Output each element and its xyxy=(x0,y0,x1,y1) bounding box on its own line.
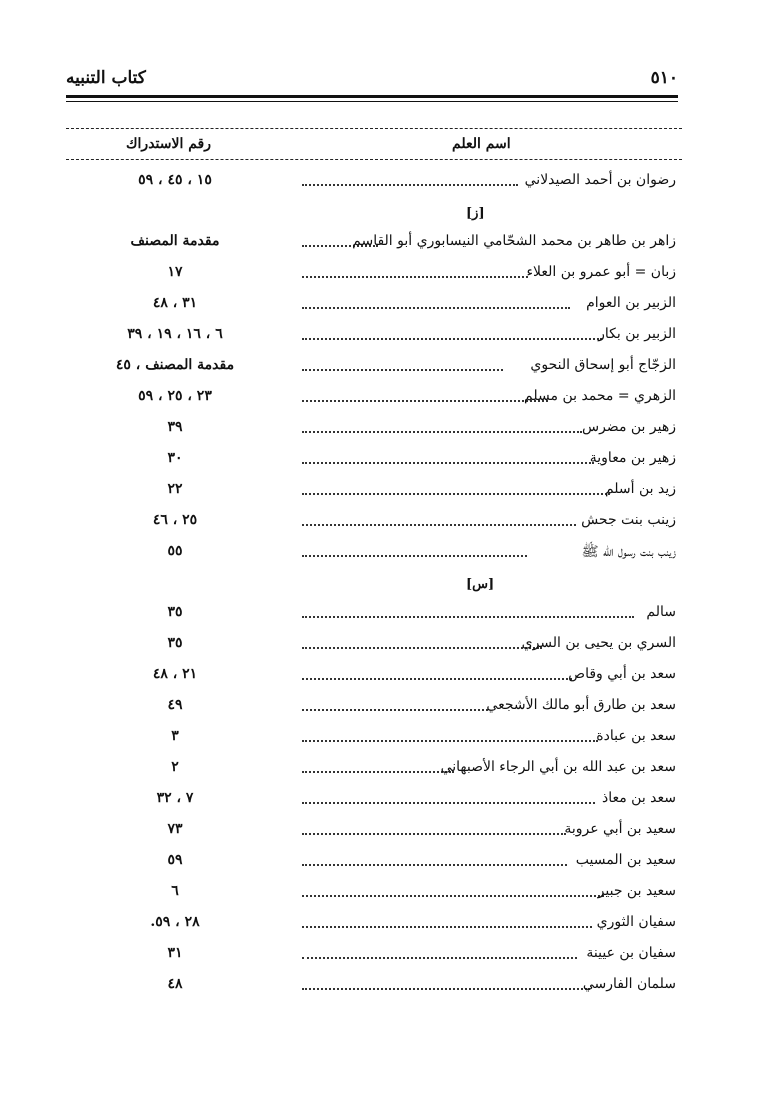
index-entry xyxy=(100,914,676,938)
entry-reference-numbers: مقدمة المصنف ، ٤٥ xyxy=(115,357,235,373)
dot-leader xyxy=(302,400,548,402)
index-entry xyxy=(100,728,676,752)
dot-leader xyxy=(302,524,576,526)
entry-name: الزهري = محمد بن مسلم xyxy=(524,388,676,404)
entry-name: السري بن يحيى بن السري xyxy=(521,635,676,651)
entry-reference-numbers: ٣٥ xyxy=(167,635,183,651)
entry-name: سلمان الفارسي xyxy=(582,976,676,992)
index-entry xyxy=(100,512,676,536)
entry-reference-numbers: ٥٩ xyxy=(167,852,183,868)
dot-leader xyxy=(302,709,488,711)
entry-name: زاهر بن طاهر بن محمد الشحّامي النيسابوري أبو القاسم xyxy=(352,233,676,249)
entry-reference-numbers: ٣١ ، ٤٨ xyxy=(152,295,198,311)
index-entry xyxy=(100,450,676,474)
entry-name: سالم xyxy=(646,604,676,620)
entry-name: سعيد بن أبي عروبة xyxy=(564,821,676,837)
entry-reference-numbers: ١٧ xyxy=(167,264,183,280)
entry-reference-numbers: ٢١ ، ٤٨ xyxy=(152,666,198,682)
dot-leader xyxy=(302,802,595,804)
index-entry xyxy=(100,790,676,814)
entry-name: الزبير بن بكار xyxy=(598,326,676,342)
entry-reference-numbers: ٦ ، ١٦ ، ١٩ ، ٣٩ xyxy=(127,326,223,342)
page-number: ٥١٠ xyxy=(650,68,678,88)
index-entry xyxy=(100,852,676,876)
index-entry xyxy=(100,945,676,969)
entry-reference-numbers: ٤٩ xyxy=(167,697,183,713)
index-entry xyxy=(100,481,676,505)
dot-leader xyxy=(302,895,604,897)
entry-reference-numbers: ٣١ xyxy=(167,945,183,961)
entry-name: الزبير بن العوام xyxy=(586,295,676,311)
entry-name: زينب بنت جحش xyxy=(581,512,676,528)
entry-reference-numbers: ٢٣ ، ٢٥ ، ٥٩ xyxy=(138,388,212,404)
section-letter: [س] xyxy=(466,577,495,592)
dot-leader xyxy=(302,184,518,186)
entry-reference-numbers: ٣٠ xyxy=(167,450,183,466)
dot-leader xyxy=(302,338,602,340)
entry-name: الزجّاج أبو إسحاق النحوي xyxy=(530,357,676,373)
entry-name: سفيان الثوري xyxy=(596,914,676,930)
entry-name: سعيد بن جبير xyxy=(597,883,676,899)
dot-leader xyxy=(302,307,570,309)
dot-leader xyxy=(302,771,454,773)
entry-name: سعد بن عبادة xyxy=(596,728,676,744)
dot-leader xyxy=(302,957,577,959)
entry-reference-numbers: ٢٥ ، ٤٦ xyxy=(152,512,198,528)
entry-reference-numbers: ١٥ ، ٤٥ ، ٥٩ xyxy=(138,172,212,188)
dot-leader xyxy=(302,616,634,618)
column-header-name: اسم العلم xyxy=(452,136,511,152)
index-entry xyxy=(100,388,676,412)
entry-reference-numbers: ٣ xyxy=(171,728,179,744)
entry-reference-numbers: ٢ xyxy=(171,759,179,775)
index-entry xyxy=(100,759,676,783)
section-letter: [ز] xyxy=(466,206,485,221)
dot-leader xyxy=(302,647,542,649)
index-entry xyxy=(100,604,676,628)
entry-name: زهير بن معاوية xyxy=(589,450,676,466)
dot-leader xyxy=(302,369,503,371)
index-entry xyxy=(100,264,676,288)
entry-name: سعد بن عبد الله بن أبي الرجاء الأصبهاني xyxy=(440,759,676,775)
index-entry xyxy=(100,666,676,690)
book-title: كتاب التنبيه xyxy=(66,68,146,88)
entry-name: زهير بن مضرس xyxy=(581,419,676,435)
dot-leader xyxy=(302,276,528,278)
entry-name: زبان = أبو عمرو بن العلاء xyxy=(526,264,676,280)
index-entry xyxy=(100,976,676,1000)
header-rule-thick xyxy=(66,95,678,98)
entry-reference-numbers: ٣٥ xyxy=(167,604,183,620)
entry-name: سعد بن أبي وقاص xyxy=(568,666,676,682)
dot-leader xyxy=(302,493,610,495)
index-entry xyxy=(100,295,676,319)
dot-leader xyxy=(302,926,592,928)
index-entry xyxy=(100,326,676,350)
entry-name: سعد بن معاذ xyxy=(601,790,676,806)
index-entry xyxy=(100,357,676,381)
index-entry xyxy=(100,697,676,721)
entry-name: سعيد بن المسيب xyxy=(575,852,676,868)
entry-reference-numbers: ٢٢ xyxy=(167,481,183,497)
entry-name: سفيان بن عيينة xyxy=(586,945,676,961)
entry-name: زيد بن أسلم xyxy=(604,481,676,497)
index-entry xyxy=(100,543,676,567)
column-header-reference: رقم الاستدراك xyxy=(126,136,212,152)
index-entry xyxy=(100,419,676,443)
table-header-dashed-rule xyxy=(66,159,682,160)
index-entry xyxy=(100,821,676,845)
entry-name: رضوان بن أحمد الصيدلاني xyxy=(524,172,676,188)
index-entry xyxy=(100,883,676,907)
entry-reference-numbers: ٥٥ xyxy=(167,543,183,559)
dot-leader xyxy=(302,864,567,866)
dot-leader xyxy=(302,555,527,557)
dot-leader xyxy=(302,740,598,742)
entry-reference-numbers: ٢٨ ، ٥٩. xyxy=(150,914,200,930)
entry-name: سعد بن طارق أبو مالك الأشجعي xyxy=(486,697,676,713)
header-rule-thin xyxy=(66,101,678,102)
dot-leader xyxy=(302,431,582,433)
entry-reference-numbers: ٧ ، ٣٢ xyxy=(156,790,194,806)
entry-reference-numbers: ٦ xyxy=(171,883,179,899)
index-entry xyxy=(100,233,676,257)
entry-reference-numbers: ٣٩ xyxy=(167,419,183,435)
table-top-dashed-rule xyxy=(66,128,682,129)
index-entry xyxy=(100,635,676,659)
index-entry xyxy=(100,172,676,196)
header-bar xyxy=(66,68,678,92)
dot-leader xyxy=(302,462,594,464)
entry-reference-numbers: مقدمة المصنف xyxy=(130,233,220,249)
entry-name: زينب بنت رسول الله ﷺ xyxy=(581,544,676,560)
dot-leader xyxy=(302,988,590,990)
entry-reference-numbers: ٧٣ xyxy=(167,821,183,837)
dot-leader xyxy=(302,678,572,680)
dot-leader xyxy=(302,833,566,835)
entry-reference-numbers: ٤٨ xyxy=(167,976,183,992)
